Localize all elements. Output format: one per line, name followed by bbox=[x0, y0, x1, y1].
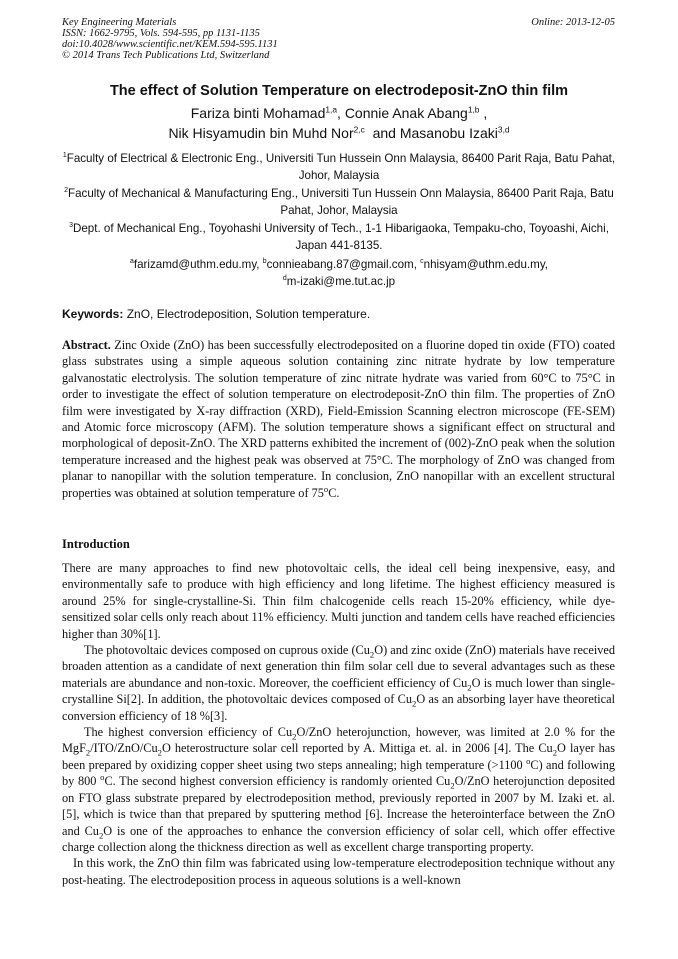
email-d[interactable]: m-izaki@me.tut.ac.jp bbox=[286, 275, 396, 288]
keywords-line bbox=[62, 306, 616, 323]
email-a[interactable]: farizamd@uthm.edu.my bbox=[133, 258, 257, 271]
introduction-body bbox=[62, 560, 615, 888]
affiliation-1 bbox=[62, 150, 616, 184]
author-affil-mark: 1,a bbox=[325, 104, 338, 115]
affil-number: 2 bbox=[64, 187, 69, 195]
author-name: Fariza binti Mohamad bbox=[190, 105, 326, 121]
section-heading-introduction: Introduction bbox=[62, 537, 130, 551]
paragraph: There are many approaches to find new photovoltaic cells, the ideal cell being inexpensive, easy, and environmentally safe to produce with high efficiency and long lifetime. The highest efficiency measured is around 25% for single-crystalline-Si. Thin film chalcogenide cells reach 15-20% efficiency, while dye-sensitized solar cells only reach about 11% efficiency. Multi junction and tandem cells have reached efficiencies higher than 30%[1]. bbox=[62, 561, 615, 641]
journal-header bbox=[62, 17, 278, 61]
affil-text: Faculty of Electrical & Electronic Eng., Universiti Tun Hussein Onn Malaysia, 86400 Parit Raja, Batu Pahat, Johor, Malaysia bbox=[66, 152, 616, 182]
author-affil-mark: 3,d bbox=[497, 124, 510, 135]
affil-text: Faculty of Mechanical & Manufacturing Eng., Universiti Tun Hussein Onn Malaysia, 86400 Parit Raja, Batu Pahat, Johor, Malaysia bbox=[68, 187, 614, 217]
abstract-text: Zinc Oxide (ZnO) has been successfully electrodeposited on a fluorine doped tin oxide (FTO) coated glass substrates using a simple aqueous solution containing zinc nitrate hydrate by low temperature galvanostatic electrolysis. The solution temperature of zinc nitrate hydrate was varied from 60°C to 75°C in order to investigate the effect of solution temperature on electrodeposit-ZnO thin film. The properties of ZnO film were investigated by X-ray diffraction (XRD), Field-Emission Scanning electron microscope (FE-SEM) and Atomic force microscopy (AFM). The solution temperature shows a significant effect on structural and morphological of deposit-ZnO. The XRD patterns exhibited the increment of (002)-ZnO peak when the solution temperature increased and the highest peak was observed at 75°C. The morphology of ZnO was changed from planar to nanopillar with the solution temperature. In conclusion, ZnO nanopillar with an excellent structural properties was obtained at solution temperature of 75 bbox=[62, 338, 615, 500]
journal-name: Key Engineering Materials bbox=[62, 17, 177, 28]
affil-number: 1 bbox=[62, 152, 67, 160]
affiliation-2 bbox=[62, 185, 616, 219]
abstract: Abstract. Zinc Oxide (ZnO) has been successfully electrodeposited on a fluorine doped tin oxide (FTO) coated glass substrates using a simple aqueous solution containing zinc nitrate hydrate by low temperature galvanostatic electrolysis. The solution temperature of zinc nitrate hydrate was varied from 60°C to 75°C in order to investigate the effect of solution temperature on electrodeposit-ZnO thin film. The properties of ZnO film were investigated by X-ray diffraction (XRD), Field-Emission Scanning electron microscope (FE-SEM) and Atomic force microscopy (AFM). The solution temperature shows a significant effect on structural and morphological of deposit-ZnO. The XRD patterns exhibited the increment of (002)-ZnO peak when the solution temperature increased and the highest peak was observed at 75°C. The morphology of ZnO was changed from planar to nanopillar with the solution temperature. In conclusion, ZnO nanopillar with an excellent structural properties was obtained at solution temperature of 75$^o$C. bbox=[62, 338, 615, 500]
doi-line: doi:10.4028/www.scientific.net/KEM.594-595.1131 bbox=[62, 39, 278, 50]
online-date: Online: 2013-12-05 bbox=[531, 17, 615, 28]
author-name: Nik Hisyamudin bin Muhd Nor bbox=[168, 125, 354, 141]
author-name: Masanobu Izaki bbox=[399, 125, 498, 141]
affiliation-3 bbox=[62, 220, 616, 254]
email-list: $^a$farizamd@uthm.edu.my, $^b$connieabang.87@gmail.com, $^c$nhisyam@uthm.edu.my, $^d$m-izaki@me.tut.ac.jp bbox=[130, 258, 548, 288]
email-b[interactable]: connieabang.87@gmail.com bbox=[266, 258, 414, 271]
paragraph: The photovoltaic devices composed on cuprous oxide $(Cu_2O)$ and zinc oxide (ZnO) materials have received broaden attention as a candidate of next generation thin film solar cell due to several advantages such as these materials are abundance and non-toxic. Moreover, the coefficient efficiency of $Cu_2O$ is much lower than single-crystalline Si[2]. In addition, the photovoltaic devices composed of $Cu_2O$ as an absorbing layer have theoretical conversion efficiency of 18 %[3]. bbox=[62, 643, 616, 723]
abstract-label: Abstract. bbox=[62, 338, 111, 352]
keywords-text: ZnO, Electrodeposition, Solution temperature. bbox=[126, 307, 371, 321]
author-name: Connie Anak Abang bbox=[344, 105, 468, 121]
paragraph: The highest conversion efficiency of $Cu_2O$/ZnO heterojunction, however, was limited at 2.0 % for the $MgF_2/ITO/ZnO/Cu_2O$ heterostructure solar cell reported by A. Mittiga et. al. in 2006 [4]. The $Cu_2O$ layer has been prepared by oxidizing copper sheet using two steps annealing; high temperature (>1100 $^o$C) and following by 800 $^o$C. The second highest conversion efficiency is randomly oriented $Cu_2O$/ZnO heterojunction deposited on FTO glass substrate prepared by electrodeposition method, previously reported in 2007 by M. Izaki et. al. [5], which is twice than that prepared by sputtering method [6]. Increase the heterointerface between the ZnO and $Cu_2O$ is one of the approaches to enhance the conversion efficiency of solar cell, which offer effective charge collection along the thickness direction as well as excellent charge transporting property. bbox=[62, 725, 616, 854]
paper-title: The effect of Solution Temperature on electrodeposit-ZnO thin film bbox=[109, 83, 569, 99]
copyright-line: © 2014 Trans Tech Publications Ltd, Switzerland bbox=[62, 50, 270, 61]
author-list: Fariza binti Mohamad$^{1,a}$, Connie Anak Abang$^{1,b}$ , Nik Hisyamudin bin Muhd Nor$^{2,c}$ and Masanobu Izaki$^{3,d}$ bbox=[168, 104, 510, 141]
email-c[interactable]: nhisyam@uthm.edu.my bbox=[423, 258, 545, 271]
author-affil-mark: 2,c bbox=[353, 124, 365, 135]
paragraph: In this work, the ZnO thin film was fabricated using low-temperature electrodeposition technique without any post-heating. The electrodeposition process in aqueous solutions is a well-known bbox=[62, 856, 615, 887]
affil-text: Dept. of Mechanical Eng., Toyohashi University of Tech., 1-1 Hibarigaoka, Tempaku-cho, Toyoashi, Aichi, Japan 441-8135. bbox=[72, 222, 609, 252]
affil-number: 3 bbox=[69, 222, 73, 230]
keywords-label: Keywords: bbox=[62, 307, 124, 321]
issn-line: ISSN: 1662-9795, Vols. 594-595, pp 1131-1135 bbox=[62, 28, 260, 39]
author-affil-mark: 1,b bbox=[467, 104, 480, 115]
